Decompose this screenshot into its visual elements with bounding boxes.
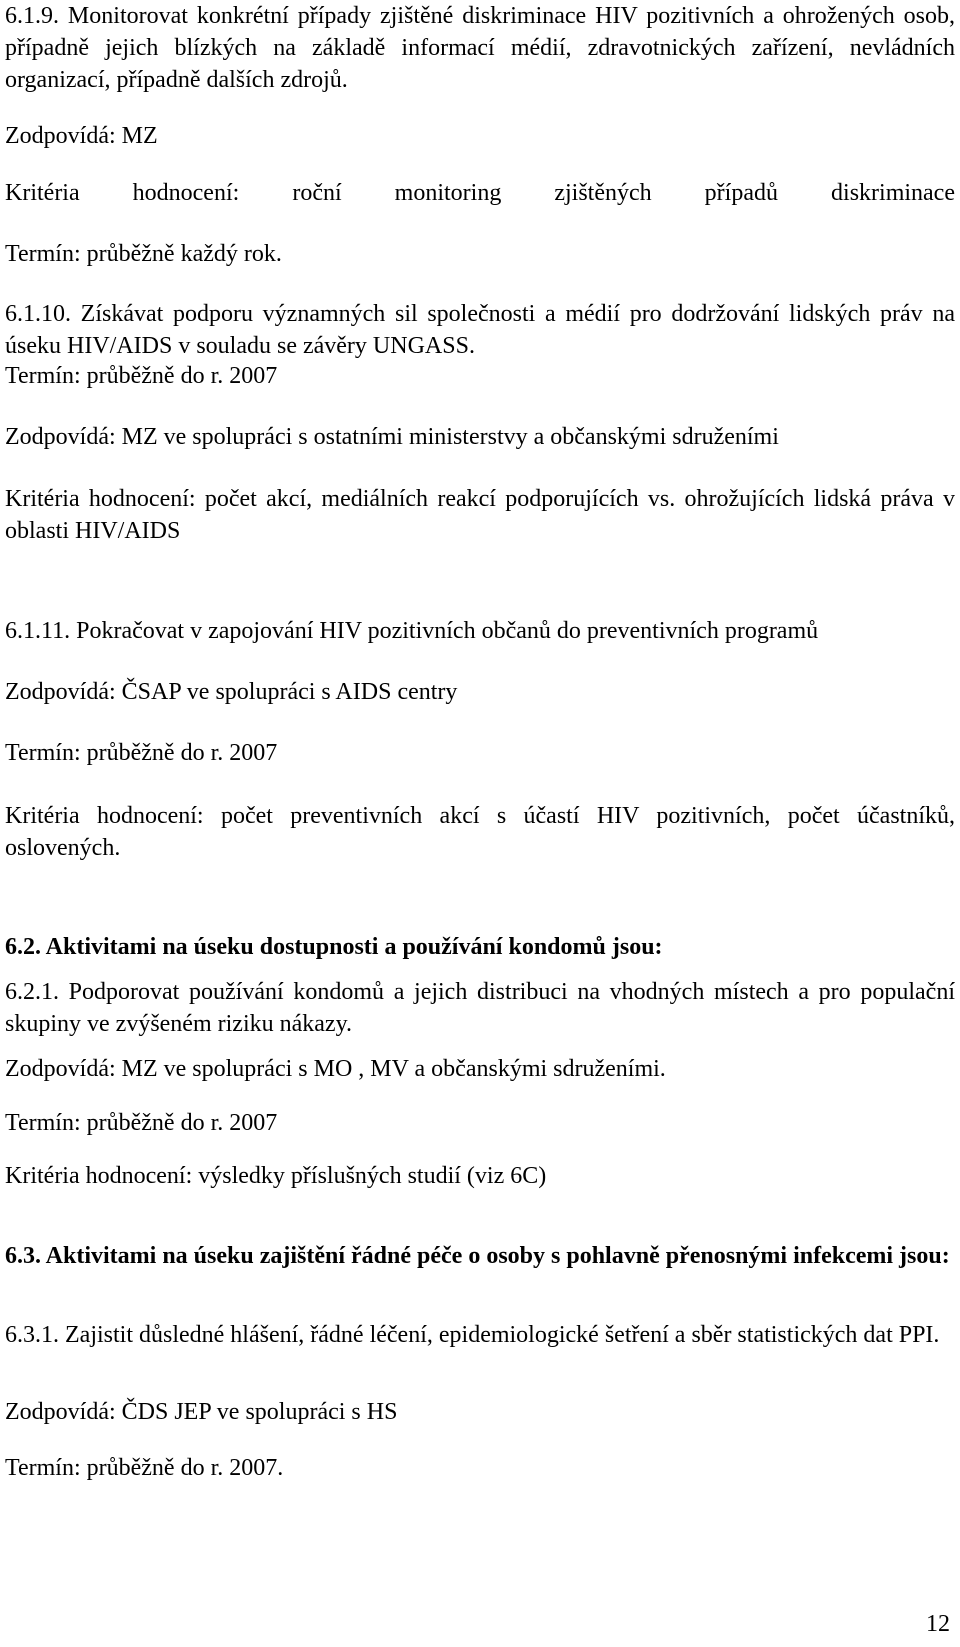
item-6-3-1-responsible: Zodpovídá: ČDS JEP ve spolupráci s HS (5, 1399, 398, 1425)
item-6-1-9-deadline: Termín: průběžně každý rok. (5, 241, 282, 267)
item-6-1-11-text: 6.1.11. Pokračovat v zapojování HIV pozitivních občanů do preventivních programů (5, 618, 819, 644)
item-6-1-11-criteria: Kritéria hodnocení: počet preventivních akcí s účastí HIV pozitivních, počet účastníků, oslovených. (5, 803, 955, 861)
section-6-3-heading: 6.3. Aktivitami na úseku zajištění řádné péče o osoby s pohlavně přenosnými infekcemi jsou: (5, 1243, 950, 1269)
item-6-1-10-responsible: Zodpovídá: MZ ve spolupráci s ostatními ministerstvy a občanskými sdruženími (5, 424, 779, 450)
item-6-1-11-deadline: Termín: průběžně do r. 2007 (5, 740, 278, 766)
item-6-1-9-responsible: Zodpovídá: MZ (5, 123, 158, 149)
item-6-3-1-text: 6.3.1. Zajistit důsledné hlášení, řádné léčení, epidemiologické šetření a sběr statistických dat PPI. (5, 1322, 940, 1348)
item-6-1-11-responsible: Zodpovídá: ČSAP ve spolupráci s AIDS centry (5, 679, 458, 705)
item-6-2-1-responsible: Zodpovídá: MZ ve spolupráci s MO , MV a občanskými sdruženími. (5, 1056, 666, 1082)
item-6-1-9-text: 6.1.9. Monitorovat konkrétní případy zjištěné diskriminace HIV pozitivních a ohrožených osob, případně jejich blízkých na základě informací médií, zdravotnických zařízení, nevládních organizací, případně dalších zdrojů. (5, 3, 955, 93)
item-6-1-10-deadline: Termín: průběžně do r. 2007 (5, 363, 278, 389)
page-number: 12 (926, 1611, 950, 1637)
item-6-1-10-text: 6.1.10. Získávat podporu významných sil společnosti a médií pro dodržování lidských práv na úseku HIV/AIDS v souladu se závěry UNGASS. (5, 301, 955, 359)
section-6-2-heading: 6.2. Aktivitami na úseku dostupnosti a používání kondomů jsou: (5, 934, 663, 960)
item-6-2-1-deadline: Termín: průběžně do r. 2007 (5, 1110, 278, 1136)
item-6-2-1-text: 6.2.1. Podporovat používání kondomů a jejich distribuci na vhodných místech a pro populační skupiny ve zvýšeném riziku nákazy. (5, 979, 955, 1037)
item-6-1-10-criteria: Kritéria hodnocení: počet akcí, mediálních reakcí podporujících vs. ohrožujících lidská práva v oblasti HIV/AIDS (5, 486, 955, 544)
item-6-2-1-criteria: Kritéria hodnocení: výsledky příslušných studií (viz 6C) (5, 1163, 547, 1189)
item-6-3-1-deadline: Termín: průběžně do r. 2007. (5, 1455, 284, 1481)
item-6-1-9-criteria: Kritéria hodnocení: roční monitoring zjištěných případů diskriminace (5, 180, 955, 206)
